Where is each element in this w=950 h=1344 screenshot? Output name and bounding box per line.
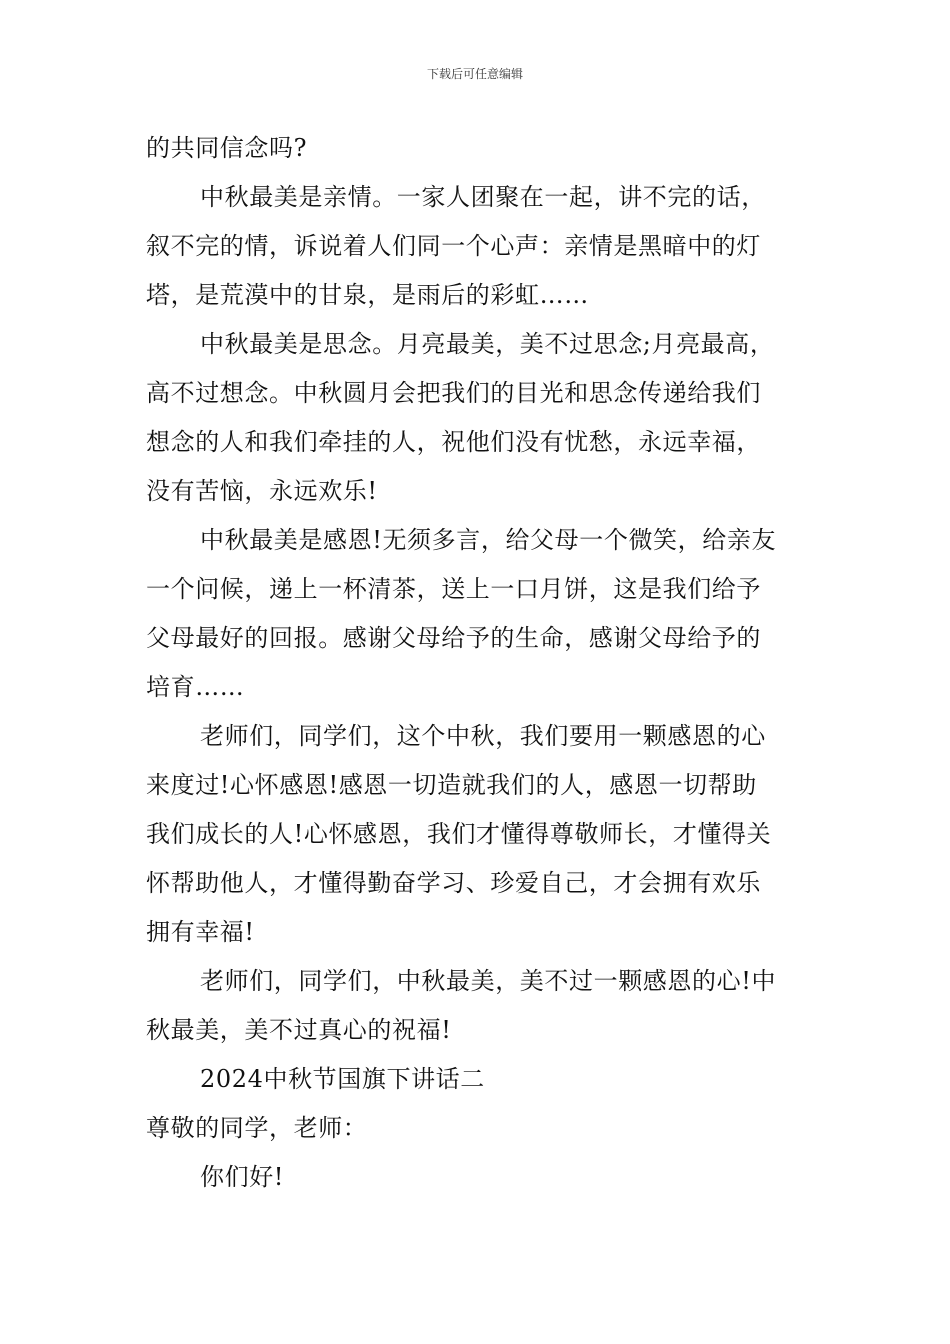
text-line: 老师们，同学们，这个中秋，我们要用一颗感恩的心 [200,722,766,750]
document-body [146,124,810,1202]
text-line: 秋最美，美不过真心的祝福! [146,1016,452,1044]
text-line: 想念的人和我们牵挂的人，祝他们没有忧愁，永远幸福， [146,428,761,456]
text-line: 老师们，同学们，中秋最美，美不过一颗感恩的心!中 [200,967,777,995]
text-line: 一个问候，递上一杯清茶，送上一口月饼，这是我们给予 [146,575,761,603]
text-line: 我们成长的人!心怀感恩，我们才懂得尊敬师长，才懂得关 [146,820,772,848]
text-line: 中秋最美是亲情。一家人团聚在一起，讲不完的话， [200,183,766,211]
text-line: 尊敬的同学，老师： [146,1114,368,1142]
text-line: 中秋最美是思念。月亮最美，美不过思念;月亮最高， [200,330,775,358]
text-line: 培育…… [146,673,245,701]
text-line: 塔，是荒漠中的甘泉，是雨后的彩虹…… [146,281,589,309]
text-line: 没有苦恼，永远欢乐! [146,477,378,505]
text-line: 中秋最美是感恩!无须多言，给父母一个微笑，给亲友 [200,526,777,554]
page-header: 下载后可任意编辑 [426,67,523,81]
text-line: 父母最好的回报。感谢父母给予的生命，感谢父母给予的 [146,624,761,652]
text-line: 的共同信念吗? [146,134,308,162]
text-line: 高不过想念。中秋圆月会把我们的目光和思念传递给我们 [146,379,761,407]
text-line: 2024中秋节国旗下讲话二 [200,1065,485,1093]
text-line: 你们好! [200,1163,285,1191]
text-line: 怀帮助他人，才懂得勤奋学习、珍爱自己，才会拥有欢乐 [146,869,761,897]
text-line: 来度过!心怀感恩!感恩一切造就我们的人，感恩一切帮助 [146,771,757,799]
text-line: 叙不完的情，诉说着人们同一个心声：亲情是黑暗中的灯 [146,232,761,260]
text-line: 拥有幸福! [146,918,255,946]
